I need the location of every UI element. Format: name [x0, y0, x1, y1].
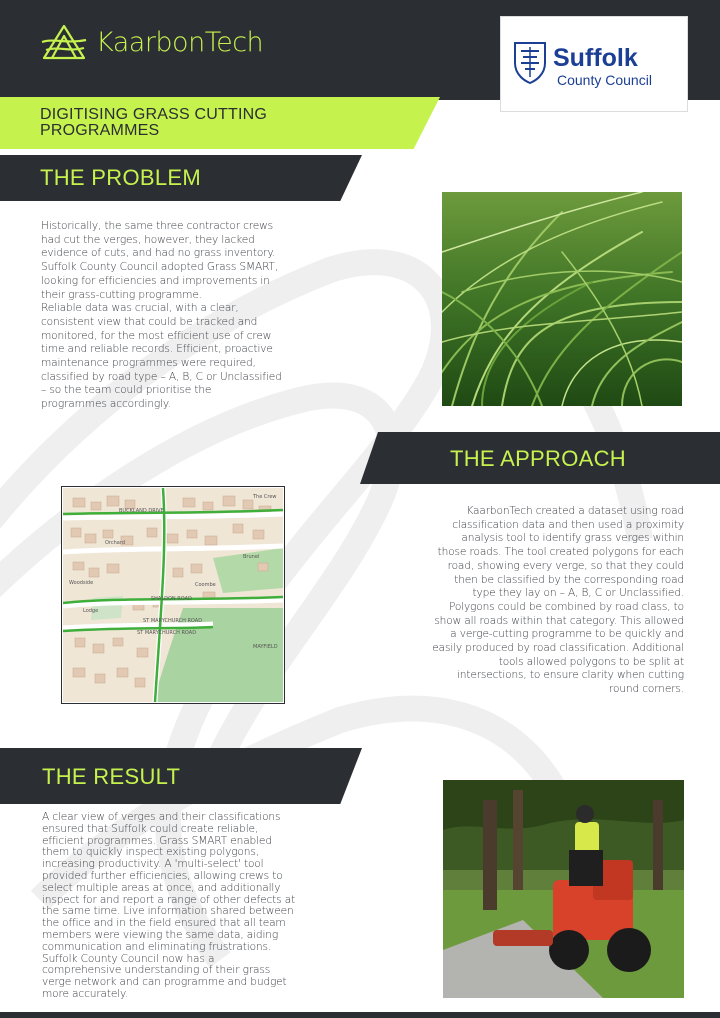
map-label: The Crew: [253, 494, 277, 500]
kaarbontech-logo: [40, 22, 263, 62]
council-crest-icon: [511, 39, 549, 85]
map-label: Orchard: [105, 540, 126, 546]
map-label: Lodge: [83, 608, 99, 614]
approach-text: [380, 505, 684, 697]
result-line: provided further efficiencies, allowing crews to: [42, 869, 283, 882]
brand-name: KaarbonTech: [96, 26, 264, 58]
approach-line: analysis tool to identify grass verges within: [461, 532, 684, 545]
problem-text: [41, 220, 341, 412]
problem-line: time and reliable records. Efficient, proactive: [41, 343, 273, 356]
approach-line: intersections, to ensure clarity when cutting: [456, 669, 684, 682]
approach-line: tools allowed polygons to be split at: [498, 655, 684, 668]
result-text: [42, 812, 342, 1001]
map-label: Woodside: [69, 580, 94, 586]
approach-line: a verge-cutting programme to be quickly and: [450, 628, 684, 641]
map-label: ST MARYCHURCH ROAD: [137, 630, 197, 636]
subtitle-line-2: PROGRAMMES: [40, 122, 160, 139]
result-line: efficient programmes. Grass SMART enabled: [42, 834, 272, 847]
result-line: the same time. Live information shared between: [42, 905, 294, 918]
problem-line: maintenance programmes were required,: [41, 357, 256, 370]
result-line: members were viewing the same data, aiding: [42, 928, 279, 941]
map-label: MAYFIELD: [253, 644, 278, 650]
grass-photo: [442, 192, 682, 406]
result-line: ensured that Suffolk could create reliable,: [42, 822, 259, 835]
result-line: more accurately.: [42, 987, 128, 1000]
mower-photo: [443, 780, 684, 998]
approach-line: round corners.: [609, 683, 684, 696]
council-subtitle: County Council: [557, 72, 652, 88]
map-label: Coombe: [195, 582, 216, 588]
problem-line: had cut the verges, however, they lacked: [41, 233, 255, 246]
approach-line: those roads. The tool created polygons for each: [437, 546, 684, 559]
result-line: increasing productivity. A 'multi-select' tool: [42, 858, 264, 871]
result-line: verge network and can programme and budget: [42, 976, 287, 989]
result-line: the office and in the field ensured that all team: [42, 917, 286, 930]
council-name: Suffolk: [553, 44, 638, 72]
problem-line: Reliable data was crucial, with a clear,: [41, 302, 239, 315]
approach-line: show all roads within that category. This allowed: [434, 614, 684, 627]
problem-line: evidence of cuts, and had no grass inventory.: [41, 247, 276, 260]
problem-heading: THE PROBLEM: [40, 165, 201, 190]
result-line: select multiple areas at once, and additionally: [42, 881, 281, 894]
approach-line: then be classified by the corresponding road: [454, 573, 684, 586]
approach-line: road, showing every verge, so that they could: [447, 559, 684, 572]
problem-line: monitored, for the most efficient use of crew: [41, 329, 272, 342]
suffolk-council-logo: [500, 16, 688, 112]
result-line: them to quickly inspect existing polygons,: [42, 846, 259, 859]
result-line: comprehensive understanding of their grass: [42, 964, 271, 977]
problem-line: classified by road type – A, B, C or Unclassified: [41, 370, 282, 383]
problem-line: – so the team could prioritise the: [41, 384, 212, 397]
problem-line: Historically, the same three contractor crews: [41, 220, 274, 232]
result-line: communication and eliminating frustrations.: [42, 940, 272, 953]
problem-line: Suffolk County Council adopted Grass SMART,: [41, 261, 279, 274]
map-label: Brunel: [243, 554, 260, 560]
subtitle-line-1: DIGITISING GRASS CUTTING: [40, 106, 268, 123]
page-subtitle: [40, 107, 340, 139]
problem-line: their grass-cutting programme.: [41, 288, 202, 301]
result-line: A clear view of verges and their classifications: [42, 811, 281, 823]
result-line: inspect for and report a range of other defects at: [42, 893, 296, 906]
footer-band: [0, 1012, 720, 1018]
map-label: BUCKLAND DRIVE: [119, 508, 164, 514]
kaarbontech-logo-icon: [40, 22, 88, 62]
result-heading: THE RESULT: [42, 764, 181, 789]
map-label: SHALDON ROAD: [151, 596, 192, 602]
approach-line: KaarbonTech created a dataset using road: [466, 505, 684, 517]
problem-line: programmes accordingly.: [41, 398, 171, 411]
problem-line: looking for efficiencies and improvements in: [41, 274, 270, 287]
approach-line: Polygons could be combined by road class, to: [448, 600, 684, 613]
approach-line: easily produced by road classification. Additional: [432, 642, 684, 655]
approach-line: type they lay on – A, B, C or Unclassified.: [472, 587, 684, 600]
problem-line: consistent view that could be tracked and: [41, 315, 258, 328]
map-label: ST MARYCHURCH ROAD: [143, 618, 203, 624]
verge-map: [62, 487, 284, 703]
approach-line: classification data and then used a proximity: [452, 518, 684, 531]
result-line: Suffolk County Council now has a: [42, 952, 215, 965]
approach-heading: THE APPROACH: [450, 446, 626, 471]
